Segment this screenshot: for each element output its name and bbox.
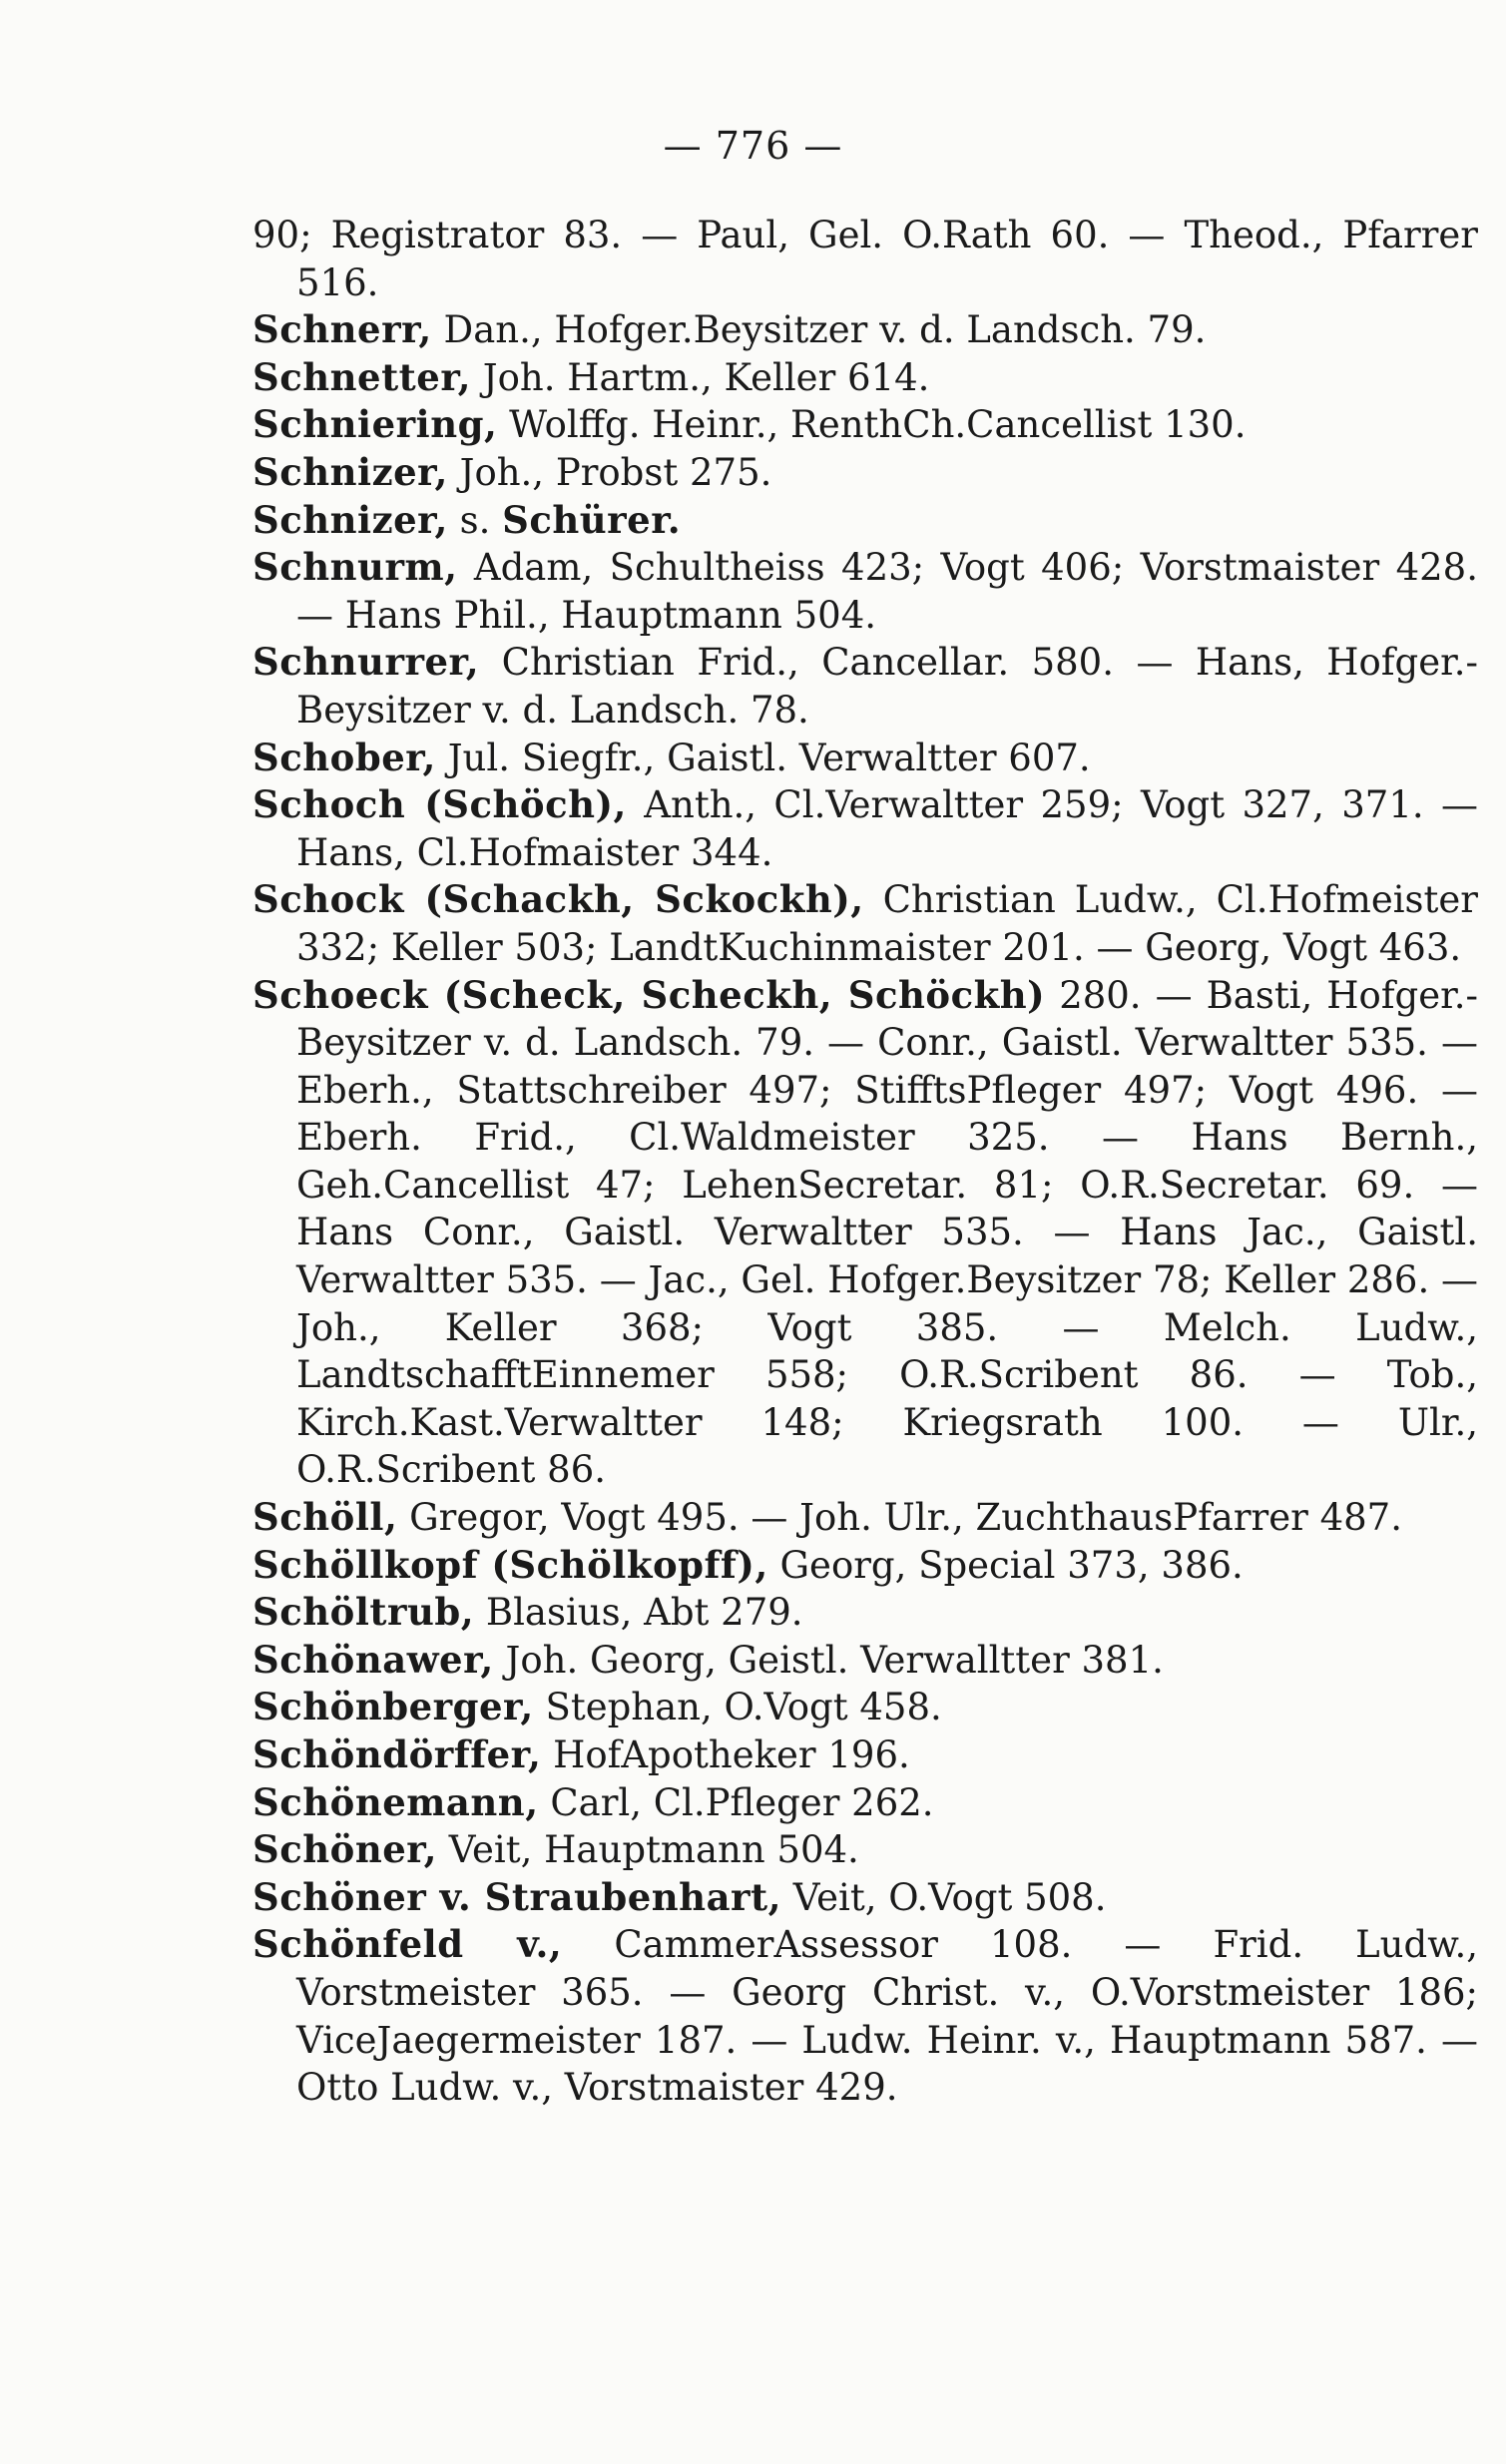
entry-text: Jul. Siegfr., Gaistl. Verwaltter 607. [435,736,1091,779]
index-entry [252,449,1478,497]
entry-text: Blasius, Abt 279. [474,1591,803,1635]
index-entry [252,544,1478,639]
entry-headword: Schöll, [252,1495,398,1540]
entry-headword: Schöndörffer, [252,1732,542,1776]
entry-headword: Schober, [252,735,436,779]
entry-text: Stephan, O.Vogt 458. [533,1686,942,1729]
index-entry [252,212,1478,306]
index-entry [252,876,1478,971]
entry-headword: Schniering, [252,402,498,447]
entry-text: CammerAssessor 108. — Frid. Ludw., Vorstmeister 365. — Georg Christ. v., O.Vorstmeister 186; ViceJaegermeister 187. — Ludw. Heinr. v., Hauptmann 587. — Otto Ludw. v., Vorstmaister 429. [296,1923,1478,2110]
page-number: — 776 — [663,124,843,168]
index-entry [252,781,1478,876]
entry-text: Joh. Georg, Geistl. Verwalltter 381. [493,1638,1164,1682]
entry-headword: Schnurrer, [252,640,480,685]
index-entry [252,1589,1478,1637]
index-entry [252,1494,1478,1542]
entry-headword: Schnizer, [252,497,448,542]
entry-text: Georg, Special 373, 386. [767,1543,1244,1587]
entry-text: Gregor, Vogt 495. — Joh. Ulr., ZuchthausPfarrer 487. [397,1496,1402,1540]
entry-headword: Schock (Schackh, Sckockh), [252,877,864,922]
index-entry [252,972,1478,1495]
entry-text: 280. — Basti, Hofger.-Beysitzer v. d. Landsch. 79. — Conr., Gaistl. Verwaltter 535. — Eberh., Stattschreiber 497; StifftsPfleger 497; Vogt 496. — Eberh. Frid., Cl.Waldmeister 325. — Hans Bernh., Geh.Cancellist 47; LehenSecretar. 81; O.R.Secretar. 69. — Hans Conr., Gaistl. Verwaltter 535. — Hans Jac., Gaistl. Verwaltter 535. — Jac., Gel. Hofger.Beysitzer 78; Keller 286. — Joh., Keller 368; Vogt 385. — Melch. Ludw., LandtschafftEinnemer 558; O.R.Scribent 86. — Tob., Kirch.Kast.Verwaltter 148; Kriegsrath 100. — Ulr., O.R.Scribent 86. [296,973,1478,1492]
entry-text: Christian Ludw., Cl.Hofmeister 332; Keller 503; LandtKuchinmaister 201. — Georg, Vogt 463. [296,878,1478,969]
index-entry [252,639,1478,734]
entry-headword: Schoch (Schöch), [252,782,627,827]
entry-headword: Schönfeld v., [252,1922,563,1967]
entry-text: Dan., Hofger.Beysitzer v. d. Landsch. 79. [431,308,1207,352]
index-entry [252,1779,1478,1827]
index-entry [252,1637,1478,1685]
entry-text: 90; Registrator 83. — Paul, Gel. O.Rath 60. — Theod., Pfarrer 516. [252,214,1478,304]
entry-text: Carl, Cl.Pfleger 262. [538,1780,934,1824]
entry-headword: Schönberger, [252,1685,534,1729]
entry-headword: Schnurm, [252,545,458,590]
entry-text: Adam, Schultheiss 423; Vogt 406; Vorstmaister 428. — Hans Phil., Hauptmann 504. [296,546,1478,637]
entry-text: Anth., Cl.Verwaltter 259; Vogt 327, 371. — Hans, Cl.Hofmaister 344. [296,783,1478,874]
entry-text: s. [447,498,503,542]
entry-headword: Schnetter, [252,354,471,399]
entry-text: Veit, Hauptmann 504. [436,1828,859,1872]
entry-headword: Schöltrub, [252,1590,475,1635]
index-entry [252,1542,1478,1590]
index-entries [252,212,1478,2112]
index-entry [252,354,1478,402]
entry-headword: Schöner, [252,1827,437,1872]
entry-text: Christian Frid., Cancellar. 580. — Hans, Hofger.-Beysitzer v. d. Landsch. 78. [296,641,1478,732]
entry-cross-reference: Schürer. [502,497,682,542]
index-entry [252,1731,1478,1779]
entry-headword: Schöllkopf (Schölkopff), [252,1542,768,1587]
entry-headword: Schnerr, [252,307,432,352]
entry-headword: Schönawer, [252,1637,494,1682]
index-entry [252,1874,1478,1922]
entry-headword: Schönemann, [252,1779,539,1824]
index-entry [252,1921,1478,2111]
entry-text: Joh. Hartm., Keller 614. [471,355,930,399]
entry-headword: Schoeck (Scheck, Scheckh, Schöckh) [252,972,1046,1017]
entry-headword: Schöner v. Straubenhart, [252,1874,782,1919]
index-entry [252,401,1478,449]
index-entry [252,1826,1478,1874]
index-entry [252,497,1478,545]
index-entry [252,306,1478,354]
index-entry [252,735,1478,782]
entry-text: Joh., Probst 275. [447,450,772,494]
entry-text: Wolffg. Heinr., RenthCh.Cancellist 130. [497,403,1247,447]
entry-headword: Schnizer, [252,449,448,494]
entry-text: HofApotheker 196. [541,1733,910,1776]
entry-text: Veit, O.Vogt 508. [781,1875,1107,1919]
index-entry [252,1684,1478,1731]
